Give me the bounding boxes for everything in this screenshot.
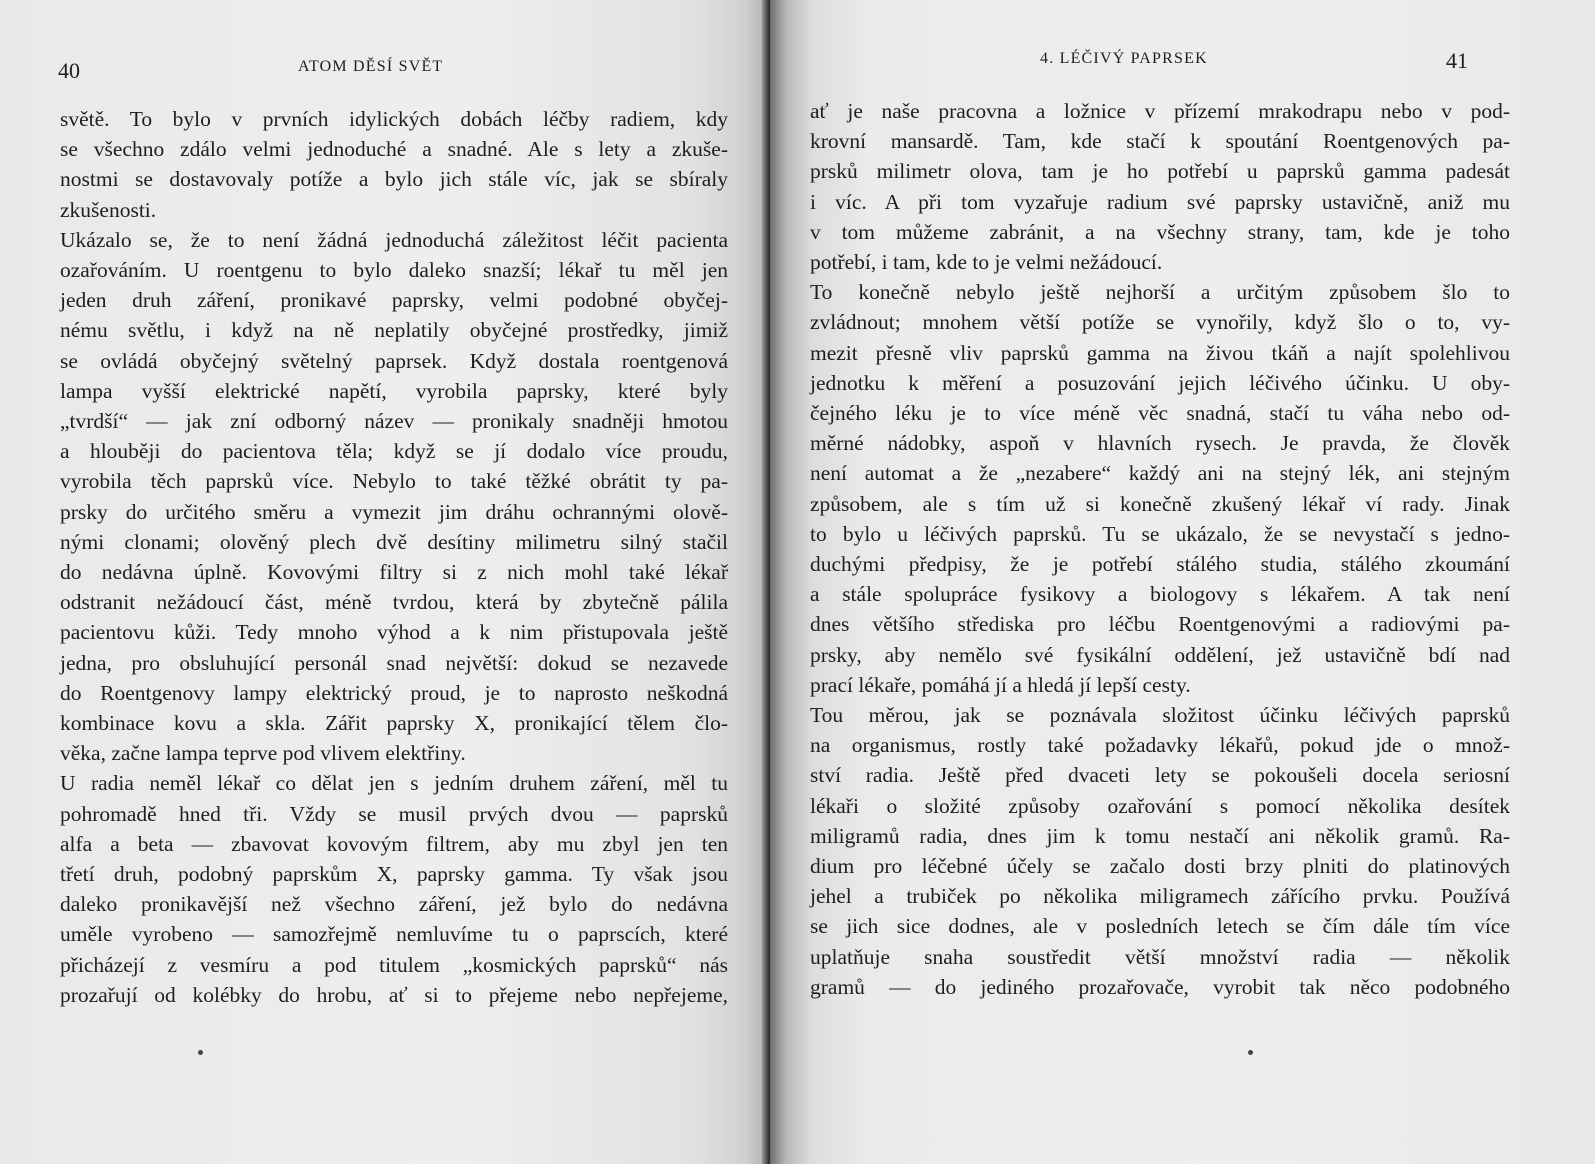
- text-line: pohromadě hned tři. Vždy se musil prvých dvou — paprsků: [60, 801, 728, 826]
- text-line: se jich sice dodnes, ale v posledních letech se čím dále tím více: [810, 914, 1510, 939]
- left-page: [0, 0, 770, 1164]
- text-line: nými clonami; olověný plech dvě desítiny milimetru silný stačil: [60, 529, 728, 554]
- text-line: ství radia. Ještě před dvaceti lety se pokoušeli docela seriosní: [810, 763, 1510, 788]
- text-line: jeden druh záření, pronikavé paprsky, velmi podobné obyčej-: [60, 288, 728, 313]
- text-line: přicházejí z vesmíru a pod titulem „kosmických paprsků“ nás: [60, 952, 728, 977]
- text-line: daleko pronikavější než všechno záření, jež bylo do nedávna: [60, 892, 728, 917]
- text-line: způsobem, ale s tím už si konečně zkušený lékař ví rady. Jinak: [810, 491, 1510, 516]
- right-page-body: [810, 96, 1510, 1002]
- text-line: miligramů radia, dnes jim k tomu nestačí ani několik gramů. Ra-: [810, 823, 1510, 848]
- text-line: prsky do určitého směru a vymezit jim dráhu ochrannými olově-: [60, 499, 728, 524]
- text-line: zkušenosti.: [60, 197, 157, 222]
- text-line: třetí druh, podobný paprskům X, paprsky gamma. Ty však jsou: [60, 862, 728, 887]
- text-line: uplatňuje snaha soustředit větší množství radia — několik: [810, 944, 1510, 969]
- text-line: nostmi se dostavovaly potíže a bylo jich stále víc, jak se sbíraly: [60, 167, 728, 192]
- text-line: odstranit nežádoucí část, méně tvrdou, která by zbytečně pálila: [60, 590, 728, 615]
- text-line: měrné nádobky, aspoň v hlavních rysech. Je pravda, že člověk: [810, 431, 1510, 456]
- text-line: prsků milimetr olova, tam je ho potřebí u paprsků gamma padesát: [810, 159, 1510, 184]
- text-line: lampa vyšší elektrické napětí, vyrobila paprsky, které byly: [60, 378, 728, 403]
- text-line: prozařují od kolébky do hrobu, ať si to přejeme nebo nepřejeme,: [60, 982, 728, 1007]
- text-line: alfa a beta — zbavovat kovovým filtrem, aby mu zbyl jen ten: [60, 831, 728, 856]
- running-head-right: 4. LÉČIVÝ PAPRSEK: [1040, 50, 1208, 67]
- text-line: lékaři o složité způsoby ozařování s pomocí několika desítek: [810, 793, 1510, 818]
- running-head-left: ATOM DĚSÍ SVĚT: [298, 58, 444, 75]
- text-line: duchými předpisy, že je potřebí stálého studia, stálého zkoumání: [810, 552, 1510, 577]
- text-line: a hlouběji do pacientova těla; když se jí dodalo více proudu,: [60, 439, 728, 464]
- text-line: jednotku k měření a posuzování jejich léčivého účinku. U oby-: [810, 370, 1510, 395]
- text-line: U radia neměl lékař co dělat jen s jedním druhem záření, měl tu: [60, 771, 728, 796]
- text-line: a stále spolupráce fysikovy a biologovy s lékařem. A tak není: [810, 582, 1510, 607]
- text-line: věka, začne lampa teprve pod vlivem elektřiny.: [60, 741, 466, 766]
- text-line: „tvrdší“ — jak zní odborný název — pronikaly snadněji hmotou: [60, 409, 728, 434]
- text-line: dium pro léčebné účely se začalo dosti brzy plniti do platinových: [810, 854, 1510, 879]
- paper-speck: [198, 1050, 203, 1055]
- text-line: není automat a že „nezabere“ každý ani na stejný lék, ani stejným: [810, 461, 1510, 486]
- text-line: prsky, aby nemělo své fysikální oddělení, jež ustavičně bdí nad: [810, 642, 1510, 667]
- text-line: světě. To bylo v prvních idylických dobách léčby radiem, kdy: [60, 107, 728, 131]
- text-line: prací lékaře, pomáhá jí a hledá jí lepší cesty.: [810, 672, 1191, 697]
- text-line: čejného léku je to více méně věc snadná, stačí tu váha nebo od-: [810, 401, 1510, 426]
- text-line: jehel a trubiček po několika miligramech zářícího prvku. Používá: [810, 884, 1510, 909]
- text-line: gramů — do jediného prozařovače, vyrobit tak něco podobného: [810, 974, 1510, 999]
- text-line: zvládnout; mnohem větší potíže se vynořily, když šlo o to, vy-: [810, 310, 1510, 335]
- text-line: ať je naše pracovna a ložnice v přízemí mrakodrapu nebo v pod-: [810, 99, 1510, 123]
- text-line: do Roentgenovy lampy elektrický proud, je to naprosto neškodná: [60, 680, 728, 705]
- text-line: nému světlu, i když na ně neplatily obyčejné prostředky, jimiž: [60, 318, 728, 343]
- text-line: do nedávna úplně. Kovovými filtry si z nich mohl také lékař: [60, 560, 728, 585]
- text-line: vyrobila těch paprsků více. Nebylo to také těžké obrátit ty pa-: [60, 469, 728, 494]
- text-line: kombinace kovu a skla. Zářit paprsky X, pronikající tělem člo-: [60, 711, 728, 736]
- text-line: na organismus, rostly také požadavky lékařů, pokud jde o množ-: [810, 733, 1510, 758]
- left-page-body: [60, 104, 728, 1010]
- text-line: ozařováním. U roentgenu to bylo daleko snazší; lékař tu měl jen: [60, 258, 728, 283]
- text-line: mezit přesně vliv paprsků gamma na živou tkáň a najít spolehlivou: [810, 340, 1510, 365]
- text-line: krovní mansardě. Tam, kde stačí k spoutání Roentgenových pa-: [810, 129, 1510, 154]
- paper-speck: [1248, 1050, 1253, 1055]
- text-line: Tou měrou, jak se poznávala složitost účinku léčivých paprsků: [810, 703, 1510, 728]
- text-line: se všechno zdálo velmi jednoduché a snadné. Ale s lety a zkuše-: [60, 137, 728, 162]
- right-page: [770, 0, 1595, 1164]
- text-line: se ovládá obyčejný světelný paprsek. Když dostala roentgenová: [60, 348, 728, 373]
- text-line: Ukázalo se, že to není žádná jednoduchá záležitost léčit pacienta: [60, 227, 728, 252]
- text-line: pacientovu kůži. Tedy mnoho výhod a k nim přistupovala ještě: [60, 620, 728, 645]
- text-line: to bylo u léčivých paprsků. Tu se ukázalo, že se nevystačí s jedno-: [810, 521, 1510, 546]
- page-number-left: 40: [58, 58, 80, 83]
- text-line: v tom můžeme zabránit, a na všechny strany, tam, kde je toho: [810, 219, 1510, 244]
- text-line: To konečně nebylo ještě nejhorší a určitým způsobem šlo to: [810, 280, 1510, 305]
- text-line: dnes většího střediska pro léčbu Roentgenovými a radiovými pa-: [810, 612, 1510, 637]
- page-number-right: 41: [1446, 48, 1468, 73]
- text-line: uměle vyrobeno — samozřejmě nemluvíme tu o paprscích, které: [60, 922, 728, 947]
- text-line: jedna, pro obsluhující personál snad největší: dokud se nezavede: [60, 650, 728, 675]
- text-line: potřebí, i tam, kde to je velmi nežádoucí.: [810, 250, 1163, 275]
- text-line: i víc. A při tom vyzařuje radium své paprsky ustavičně, aniž mu: [810, 189, 1510, 214]
